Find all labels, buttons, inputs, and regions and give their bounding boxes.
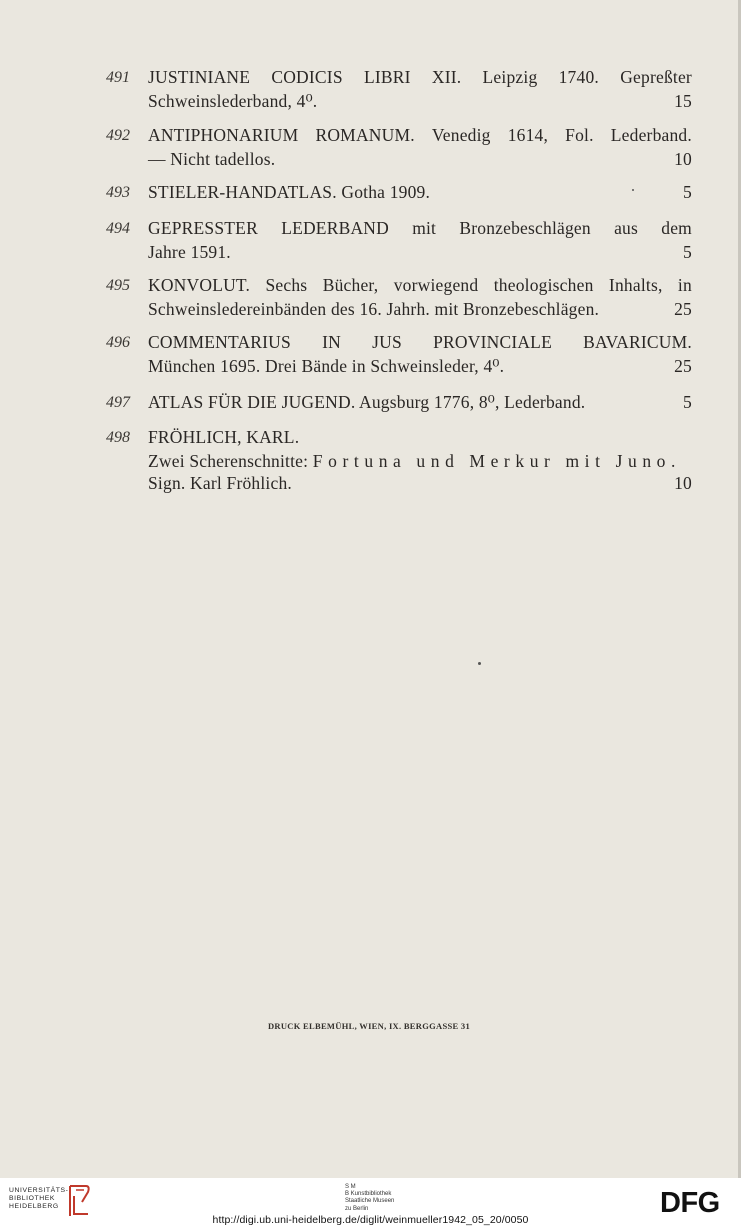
- word: mit: [412, 218, 437, 238]
- entry-price: 10: [674, 473, 692, 493]
- stamp-line: S M: [345, 1184, 356, 1190]
- scan-speck: [632, 189, 634, 191]
- entry-number: 498: [106, 429, 130, 446]
- entry-number: 494: [106, 220, 130, 237]
- word: ANTIPHONARIUM: [148, 125, 299, 145]
- entry-detail-line: [148, 450, 692, 473]
- word: JUSTINIANE: [148, 67, 251, 87]
- dfg-logo: DFG: [660, 1187, 720, 1219]
- entry-title-line: [148, 217, 692, 240]
- word: JUS: [372, 332, 402, 352]
- word: vorwiegend: [393, 275, 479, 295]
- entry-detail: [148, 450, 681, 473]
- word: in: [677, 275, 692, 295]
- word: BAVARICUM.: [583, 332, 692, 352]
- entry-title-line: [148, 391, 692, 414]
- entry-price: 15: [674, 91, 692, 111]
- word: Gepreßter: [620, 67, 692, 87]
- entry-detail-prefix: Zwei Scherenschnitte:: [148, 451, 309, 471]
- entry-number: 496: [106, 334, 130, 351]
- word: Fol.: [565, 125, 594, 145]
- scan-speck: [478, 662, 481, 665]
- word: PROVINCIALE: [433, 332, 552, 352]
- entry-title-line: [148, 66, 692, 89]
- entry-title: FRÖHLICH, KARL.: [148, 427, 300, 447]
- word: Sechs: [265, 275, 308, 295]
- word: 1740.: [558, 67, 599, 87]
- word: Lederband.: [610, 125, 692, 145]
- entry-detail-line: [148, 298, 692, 321]
- museum-stamp: [345, 1184, 394, 1213]
- entry-number: 491: [106, 69, 130, 86]
- word: Inhalts,: [608, 275, 663, 295]
- word: CODICIS: [271, 67, 343, 87]
- entry-price: 25: [674, 299, 692, 319]
- word: 1614,: [507, 125, 549, 145]
- permalink-url[interactable]: http://digi.ub.uni-heidelberg.de/diglit/weinmueller1942_05_20/0050: [212, 1214, 529, 1226]
- entry-detail: München 1695. Drei Bände in Schweinsleder, 4⁰.: [148, 356, 505, 376]
- entry-number: 493: [106, 184, 130, 201]
- word: COMMENTARIUS: [148, 332, 291, 352]
- entry-detail: Jahre 1591.: [148, 242, 231, 262]
- entry-price: 25: [674, 356, 692, 376]
- word: XII.: [431, 67, 462, 87]
- entry-detail: Schweinsledereinbänden des 16. Jahrh. mit Bronzebeschlägen.: [148, 299, 600, 319]
- entry-number: 497: [106, 394, 130, 411]
- printer-imprint: DRUCK ELBEMÜHL, WIEN, IX. BERGGASSE 31: [267, 1021, 471, 1031]
- stamp-line: Staatliche Museen: [345, 1198, 395, 1205]
- word: Leipzig: [482, 67, 538, 87]
- entry-number: 492: [106, 127, 130, 144]
- entry-title: STIELER-HANDATLAS. Gotha 1909.: [148, 182, 431, 202]
- stamp-line: B Kunstbibliothek: [345, 1191, 392, 1198]
- entry-detail: Schweinslederband, 4⁰.: [148, 91, 318, 111]
- entry-title: ATLAS FÜR DIE JUGEND. Augsburg 1776, 8⁰, Lederband.: [148, 392, 586, 412]
- word: IN: [322, 332, 341, 352]
- word: Venedig: [431, 125, 491, 145]
- library-name-line: UNIVERSITÄTS-: [9, 1187, 69, 1194]
- entry-detail-line: [148, 90, 692, 113]
- entry-detail-spaced: Fortuna und Merkur mit Juno.: [312, 451, 682, 471]
- entry-number: 495: [106, 277, 130, 294]
- entry-price: 5: [683, 182, 692, 202]
- entry-detail-line: [148, 148, 692, 171]
- entry-detail-line: [148, 241, 692, 264]
- entry-title-line: [148, 124, 692, 147]
- entry-detail-line: [148, 355, 692, 378]
- library-logo-icon: [66, 1184, 92, 1218]
- word: Bücher,: [322, 275, 379, 295]
- entry-detail: — Nicht tadellos.: [148, 149, 276, 169]
- entry-price: 5: [683, 242, 692, 262]
- word: Bronzebeschlägen: [459, 218, 591, 238]
- entry-price: 10: [674, 149, 692, 169]
- entry-title-line: [148, 274, 692, 297]
- word: theologischen: [493, 275, 594, 295]
- word: LEDERBAND: [281, 218, 389, 238]
- digitization-footer: [0, 1178, 741, 1229]
- entry-title-line: [148, 331, 692, 354]
- library-name-line: HEIDELBERG: [9, 1203, 59, 1211]
- entry-signature: Sign. Karl Fröhlich.: [148, 473, 292, 493]
- library-name-line: BIBLIOTHEK: [9, 1195, 56, 1203]
- stamp-line: zu Berlin: [345, 1205, 369, 1212]
- word: LIBRI: [363, 67, 411, 87]
- word: aus: [614, 218, 639, 238]
- entry-title-line: [148, 181, 692, 204]
- word: dem: [661, 218, 692, 238]
- entry-detail-line: [148, 472, 692, 495]
- entry-title-line: [148, 426, 692, 449]
- library-name: [9, 1187, 69, 1212]
- entry-price: 5: [683, 392, 692, 412]
- word: GEPRESSTER: [148, 218, 258, 238]
- word: KONVOLUT.: [148, 275, 251, 295]
- word: ROMANUM.: [315, 125, 415, 145]
